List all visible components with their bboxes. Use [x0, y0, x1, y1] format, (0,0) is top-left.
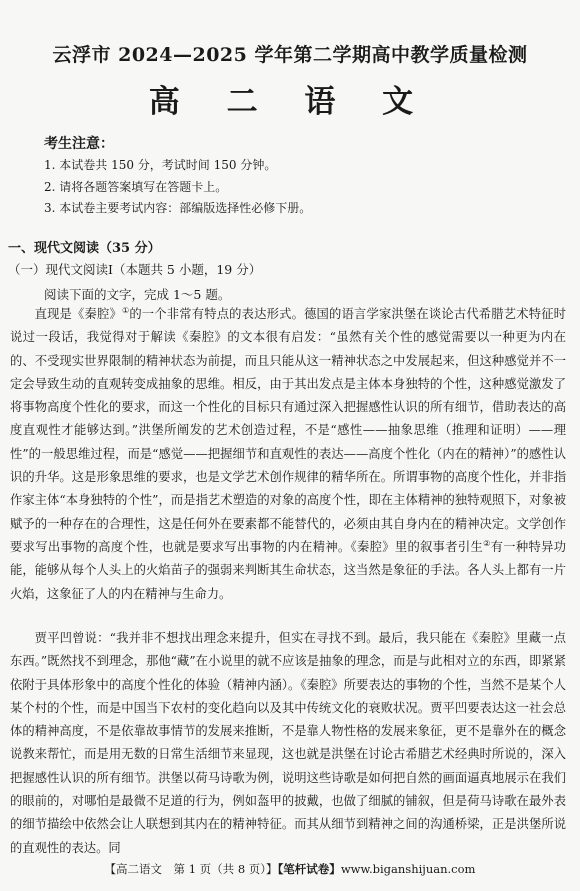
exam-title: 云浮市 2024—2025 学年第二学期高中教学质量检测 — [52, 44, 528, 66]
notice-item-1: 1. 本试卷共 150 分，考试时间 150 分钟。 — [44, 158, 277, 172]
footer-url[interactable]: www.biganshijuan.com — [340, 862, 476, 876]
notice-heading: 考生注意： — [44, 136, 114, 152]
notice-item-3: 3. 本试卷主要考试内容：部编版选择性必修下册。 — [44, 201, 312, 215]
reading-instruction: 阅读下面的文字，完成 1～5 题。 — [44, 287, 231, 302]
passage-paragraph-1 — [10, 303, 566, 606]
page-footer — [0, 861, 580, 877]
footnote-marker-1: ① — [121, 305, 130, 315]
p1-text-b: 的一个非常有特点的表达形式。德国的语言学家洪堡在谈论古代希腊艺术特征时说过一段话，我觉得对于解读《秦腔》的文本很有启发：“虽然有关个性的感觉需要以一种更为内在的、不受现实世界限制的精神状态为前提，而且只能从这一精神状态之中发展起来，但这种感觉并不一定会导致生动的直观转变成抽象的思维。相反，由于其出发点是主体本身独特的个性，这种感觉激发了将事物高度个性化的要求，而这一个性化的目标只有通过深入把握感性认识的所有细节，借助表达的高度直观性才能够达到。”洪堡所阐发的艺术创造过程，不是“感性——抽象思维（推理和证明）——理性”的一般思维过程，而是“感觉——把握细节和直观性的表达——高度个性化（内在的精神）”的感性认识的升华。这是形象思维的要求，也是文学艺术创作规律的精华所在。所谓事物的高度个性化，并非指作家主体“本身独特的个性”，而是指艺术塑造的对象的高度个性，即在主体精神的独特观照下，对象被赋予的一种存在的合理性，这是任何外在要素都不能替代的，必须由其自身内在的精神决定。文学创作要求写出事物的高度个性，也就是要求写出事物的内在精神。《秦腔》里的叙事者引生 — [10, 307, 566, 554]
footnote-marker-2: ② — [483, 538, 491, 548]
notice-item-2: 2. 请将各题答案填写在答题卡上。 — [44, 180, 228, 194]
footer-brand: 【笔杆试卷】 — [277, 862, 341, 876]
footer-page-info: 【高二语文 第 1 页（共 8 页）】 — [104, 862, 278, 876]
section-subheading: （一）现代文阅读Ⅰ（本题共 5 小题，19 分） — [8, 262, 262, 277]
p1-text-a: 直现是《秦腔》 — [34, 307, 122, 321]
p1-text-c: 有一种特异功能，能够从每个人头上的火焰苗子的强弱来判断其生命状态，这当然是象征的手法。各人头上都有一片火焰，这象征了人的内在精神与生命力。 — [10, 539, 567, 601]
section-heading: 一、现代文阅读（35 分） — [8, 241, 161, 256]
subject-title: 高 二 语 文 — [148, 84, 432, 120]
passage-paragraph-2: 贾平凹曾说：“我并非不想找出理念来提升，但实在寻找不到。最后，我只能在《秦腔》里藏一点东西。”既然找不到理念，那他“藏”在小说里的就不应该是抽象的理念，而是与此相对立的东西，即紧紧依附于具体形象中的高度个性化的体验（精神内涵）。《秦腔》所要表达的事物的个性，当然不是某个人某个村的个性，而是中国当下农村的变化趋向以及其中传统文化的衰败状况。贾平凹要表达这一社会总体的精神高度，不是依靠故事情节的发展来推断，不是靠人物性格的发展来象征，更不是靠外在的概念说教来帮忙，而是用无数的日常生活细节来显现，这也就是洪堡在讨论古希腊艺术经典时所说的，深入把握感性认识的所有细节。洪堡以荷马诗歌为例，说明这些诗歌是如何把自然的画面逼真地展示在我们的眼前的，对哪怕是最微不足道的行为，例如盔甲的披戴，也做了细腻的铺叙，但是荷马诗歌在最外表的细节描绘中依然会让人联想到其内在的精神特征。而其从细节到精神之间的沟通桥梁，正是洪堡所说的直观性的表达。同 — [10, 631, 566, 855]
